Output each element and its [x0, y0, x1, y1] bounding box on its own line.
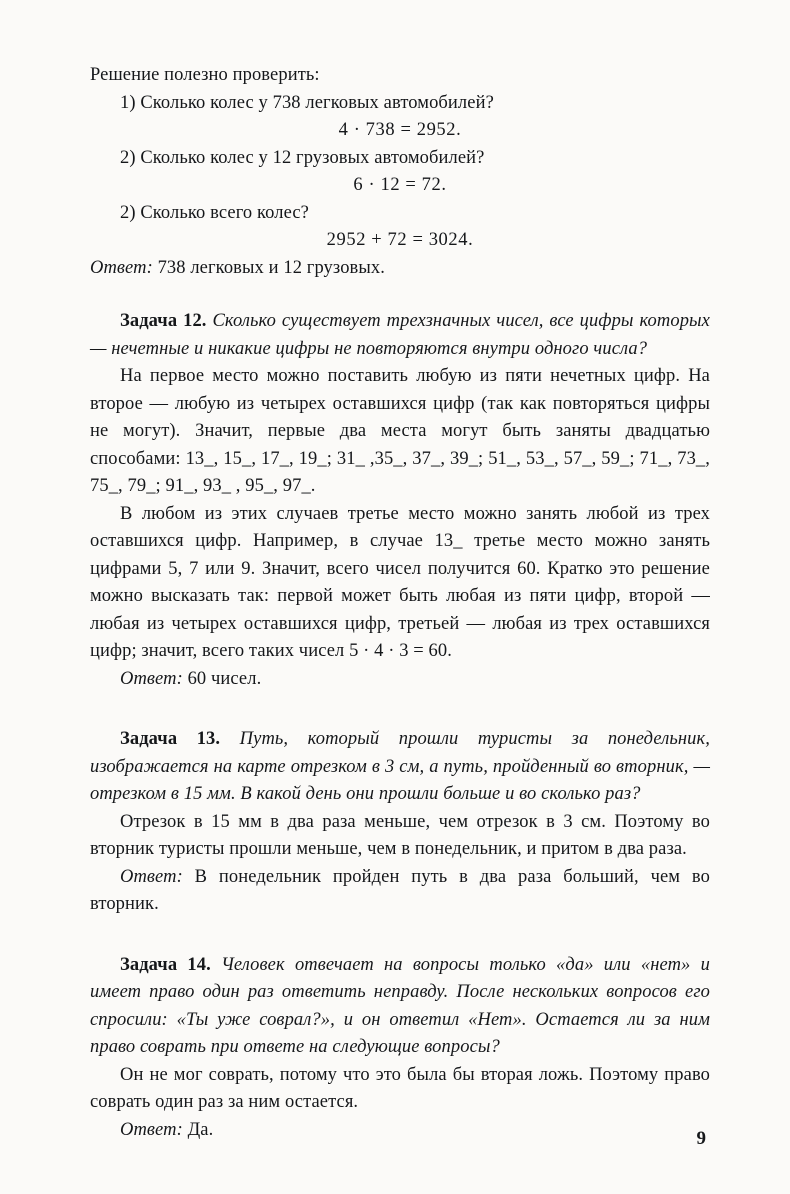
check-question-2: 2) Сколько колес у 12 грузовых автомобилей? — [120, 147, 485, 168]
task-14-label: Задача 14. — [120, 954, 211, 975]
task-14-answer-text: Да. — [182, 1119, 214, 1140]
task-12-paragraph-1: На первое место можно поставить любую из пяти нечетных цифр. На второе — любую из четырех оставшихся цифр (так как повторяться цифры не могут). Значит, первые два места могут быть заняты двадцатью способами: 13_, 15_, 17_, 19_; 31_ ,35_, 37_, 39_; 51_, 53_, 57_, 59_; 71_, 73_, 75_, 79_; 91_, 93_ , 95_, 97_. — [90, 366, 710, 496]
task-12-answer-label: Ответ: — [120, 668, 183, 689]
task-12-paragraph-2: В любом из этих случаев третье место можно занять любой из трех оставшихся цифр. Например, в случае 13_ третье место можно занять цифрами 5, 7 или 9. Значит, всего чисел получится 60. Кратко это решение можно высказать так: первой может быть любая из пяти цифр, второй — любая из четырех оставшихся цифр, третьей — любая из трех оставшихся цифр; значит, всего таких чисел 5 · 4 · 3 = 60. — [90, 503, 710, 661]
task-13-answer-text: В понедельник пройден путь в два раза больший, чем во вторник. — [90, 866, 710, 914]
task-14-heading — [90, 952, 710, 1062]
check-question-3: 2) Сколько всего колес? — [120, 202, 309, 223]
task-12-label: Задача 12. — [120, 311, 207, 331]
task-12-answer-text: 60 чисел. — [182, 668, 262, 689]
task-13-paragraph-1: Отрезок в 15 мм в два раза меньше, чем отрезок в 3 см. Поэтому во вторник туристы прошли меньше, чем в понедельник, и притом в два раза. — [90, 811, 710, 859]
task-12-statement: Сколько существует трехзначных чисел, все цифры которых — нечетные и никакие цифры не повторяются внутри одного числа? — [90, 311, 710, 359]
answer-previous — [90, 255, 710, 283]
task-13-heading — [90, 726, 710, 809]
task-13-statement: Путь, который прошли туристы за понедельник, изображается на карте отрезком в 3 см, а путь, пройденный во вторник, — отрезком в 15 мм. В какой день они прошли больше и во сколько раз? — [90, 729, 710, 804]
task-14-answer-label: Ответ: — [120, 1119, 183, 1140]
check-question-1: 1) Сколько колес у 738 легковых автомобилей? — [120, 92, 494, 113]
task-12-answer — [90, 666, 710, 694]
intro-line: Решение полезно проверить: — [90, 65, 320, 85]
answer-label: Ответ: — [90, 257, 153, 278]
formula-3: 2952 + 72 = 3024. — [326, 230, 474, 250]
page-number: 9 — [696, 1128, 706, 1149]
answer-text: 738 легковых и 12 грузовых. — [152, 257, 385, 278]
task-13-label: Задача 13. — [120, 729, 221, 749]
task-14-statement: Человек отвечает на вопросы только «да» или «нет» и имеет право один раз ответить неправду. После нескольких вопросов его спросили: «Ты уже соврал?», и он ответил «Нет». Остается ли за ним право соврать при ответе на следующие вопросы? — [90, 954, 710, 1057]
formula-2: 6 · 12 = 72. — [353, 175, 447, 195]
task-13-answer-label: Ответ: — [120, 866, 183, 887]
task-13-answer — [90, 864, 710, 919]
formula-1: 4 · 738 = 2952. — [338, 120, 462, 140]
page-content — [90, 62, 710, 1144]
task-12-heading — [90, 308, 710, 363]
task-14-answer — [90, 1117, 710, 1145]
task-14-paragraph-1: Он не мог соврать, потому что это была бы вторая ложь. Поэтому право соврать один раз за ним остается. — [90, 1064, 710, 1112]
